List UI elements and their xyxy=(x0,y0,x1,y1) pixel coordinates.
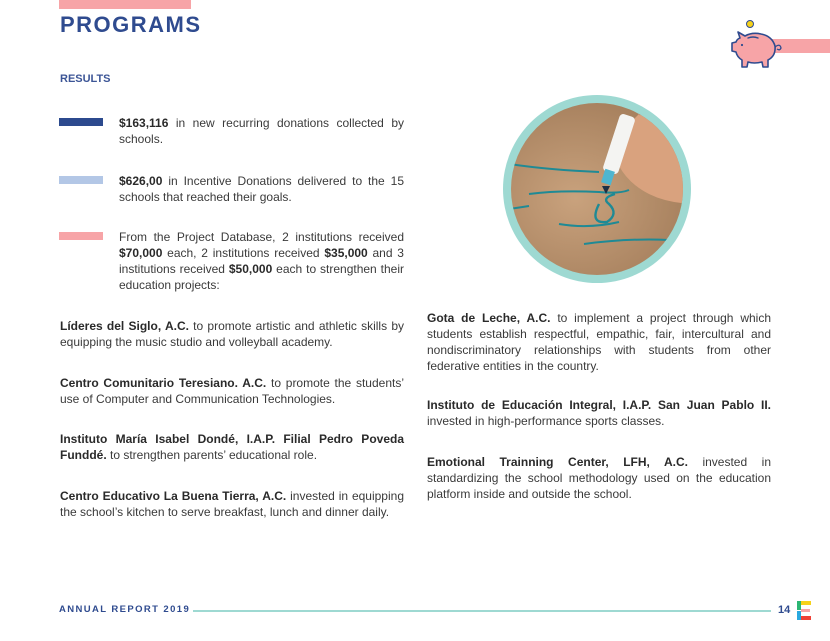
top-accent-bar xyxy=(59,0,191,9)
footer-label: ANNUAL REPORT 2019 xyxy=(59,604,191,615)
legend-text: $626,00 in Incentive Donations delivered to the 15 schools that reached their goals. xyxy=(119,174,404,204)
org-entry: Centro Educativo La Buena Tierra, A.C. invested in equipping the school’s kitchen to serve breakfast, lunch and dinner daily. xyxy=(60,489,404,519)
org-entry: Gota de Leche, A.C. to implement a project through which students establish respectful, empathic, fair, intercultural and nondiscriminatory relationships with students from other federative entities in the country. xyxy=(427,311,771,373)
legend-item-recurring-donations xyxy=(59,117,404,151)
e-logo-icon xyxy=(797,601,811,620)
legend-text: From the Project Database, 2 institutions received $70,000 each, 2 institutions received $35,000 and 3 institutions received $50,000 each to strengthen their education projects: xyxy=(119,230,404,292)
org-entry: Instituto María Isabel Dondé, I.A.P. Filial Pedro Poveda Funddé. to strengthen parents’ educational role. xyxy=(60,432,404,462)
section-label-results: RESULTS xyxy=(60,73,111,85)
page-number: 14 xyxy=(778,604,791,616)
legend-text: $163,116 in new recurring donations collected by schools. xyxy=(119,116,404,146)
legend-item-project-database xyxy=(59,232,404,296)
org-entry: Líderes del Siglo, A.C. to promote artistic and athletic skills by equipping the music studio and volleyball academy. xyxy=(60,319,404,349)
footer-divider xyxy=(193,610,771,612)
child-drawing-photo xyxy=(489,94,705,284)
legend-swatch-pink xyxy=(59,232,103,240)
piggy-bank-icon xyxy=(728,18,784,70)
org-entry: Emotional Trainning Center, LFH, A.C. invested in standardizing the school methodology used on the education platform inside and outside the school. xyxy=(427,455,772,501)
org-entry: Centro Comunitario Teresiano. A.C. to promote the students’ use of Computer and Communication Technologies. xyxy=(60,376,404,406)
legend-swatch-dark-blue xyxy=(59,118,103,126)
org-entry: Instituto de Educación Integral, I.A.P. San Juan Pablo II. invested in high-performance sports classes. xyxy=(427,398,771,428)
legend-swatch-light-blue xyxy=(59,176,103,184)
page-title: PROGRAMS xyxy=(60,12,202,37)
legend-item-incentive-donations xyxy=(59,175,404,209)
